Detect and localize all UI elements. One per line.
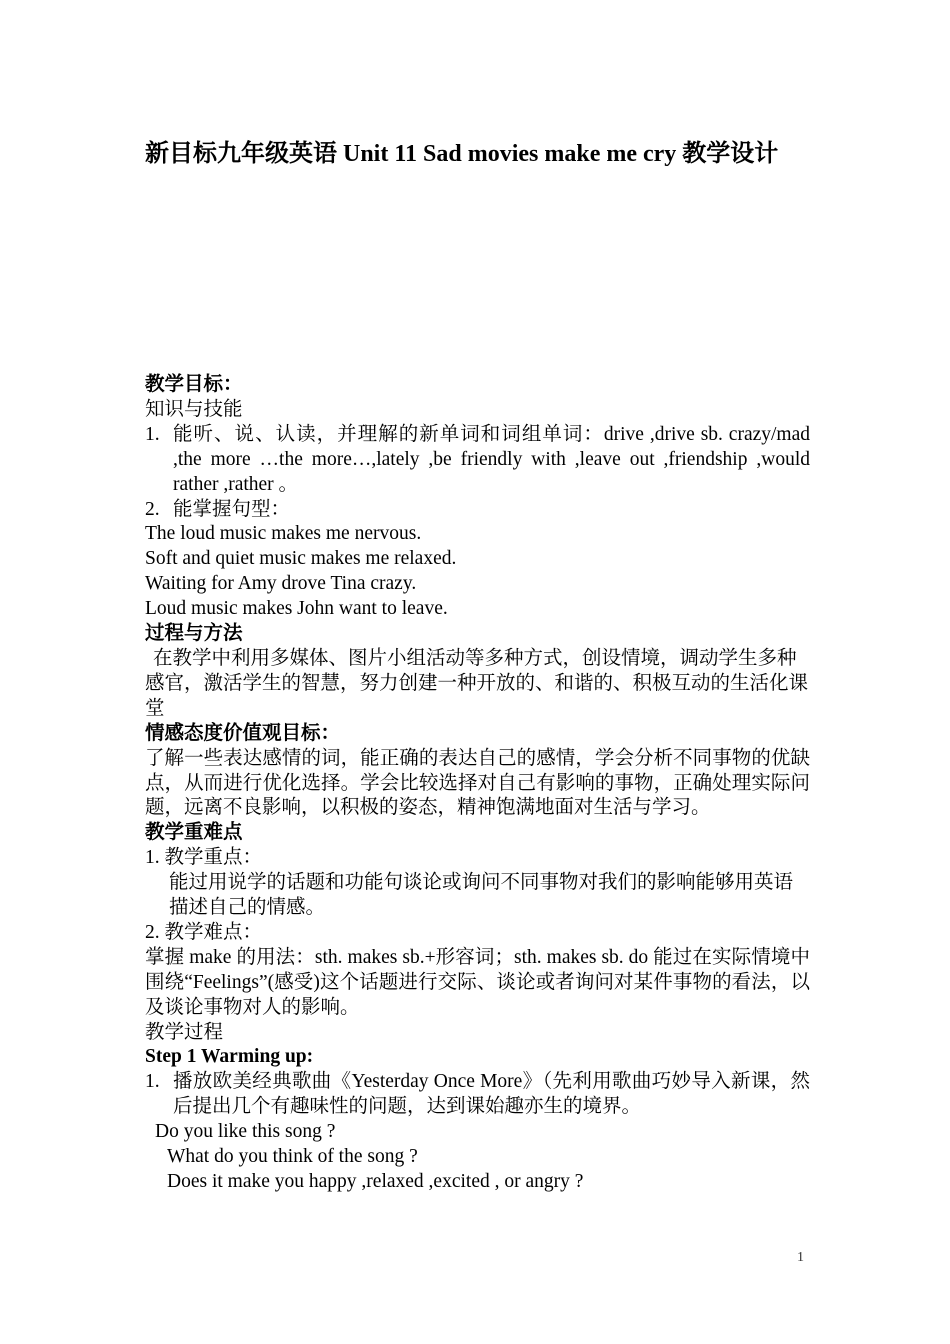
page-number: 1: [797, 1250, 804, 1265]
list-number: 1.: [145, 1071, 160, 1093]
example-sentence: The loud music makes me nervous.: [145, 523, 422, 545]
paragraph-process-methods: 在教学中利用多媒体、图片小组活动等多种方式，创设情境，调动学生多种感官，激活学生的智慧，努力创建一种开放的、和谐的、积极互动的生活化课堂: [145, 647, 809, 719]
question-line: What do you think of the song ?: [167, 1146, 418, 1168]
list-number: 1.: [145, 423, 160, 445]
label-difficult-point: 2. 教学难点：: [145, 921, 263, 943]
list-item-vocabulary: [145, 423, 810, 498]
list-item-song: [145, 1070, 810, 1120]
list-number: 2.: [145, 498, 160, 520]
paragraph-difficult-point: 掌握 make 的用法：sth. makes sb.+形容词；sth. makes sb. do 能过在实际情境中围绕“Feelings”(感受)这个话题进行交际、谈论或者询问对某件事物的看法，以及谈论事物对人的影响。: [145, 946, 810, 1018]
list-text-song: 播放欧美经典歌曲《Yesterday Once More》（先利用歌曲巧妙导入新课，然后提出几个有趣味性的问题，达到课始趣亦生的境界。: [173, 1071, 810, 1118]
example-sentence: Loud music makes John want to leave.: [145, 598, 448, 620]
document-body: [145, 373, 810, 1195]
heading-step-1: Step 1 Warming up:: [145, 1046, 314, 1068]
heading-key-difficult-points: 教学重难点: [145, 822, 243, 844]
heading-teaching-procedure: 教学过程: [145, 1021, 224, 1043]
list-text-vocabulary: 能听、说、认读，并理解的新单词和词组单词：drive ,drive sb. crazy/mad ,the more …the more…,lately ,be friendly with ,leave out ,friendship ,would rather ,rather 。: [173, 423, 810, 495]
example-sentence: Waiting for Amy drove Tina crazy.: [145, 573, 417, 595]
subheading-knowledge-skills: 知识与技能: [145, 398, 243, 420]
heading-emotion-values: 情感态度价值观目标：: [145, 722, 341, 744]
paragraph-key-point: 能过用说学的话题和功能句谈论或询问不同事物对我们的影响能够用英语描述自己的情感。: [169, 872, 794, 919]
example-sentence: Soft and quiet music makes me relaxed.: [145, 548, 457, 570]
question-line: Does it make you happy ,relaxed ,excited , or angry ?: [167, 1171, 584, 1192]
heading-process-methods: 过程与方法: [145, 623, 243, 645]
label-key-point: 1. 教学重点：: [145, 847, 263, 869]
document-title: 新目标九年级英语 Unit 11 Sad movies make me cry 教学设计: [145, 141, 779, 167]
list-item-sentence-patterns: [145, 498, 810, 523]
paragraph-emotion-values: 了解一些表达感情的词，能正确的表达自己的感情，学会分析不同事物的优缺点，从而进行优化选择。学会比较选择对自己有影响的事物，正确处理实际问题，远离不良影响，以积极的姿态，精神饱满地面对生活与学习。: [145, 747, 810, 819]
list-text-sentence-patterns: 能掌握句型：: [173, 498, 291, 520]
question-line: Do you like this song ?: [155, 1121, 336, 1143]
heading-teaching-objectives: 教学目标：: [145, 374, 243, 395]
